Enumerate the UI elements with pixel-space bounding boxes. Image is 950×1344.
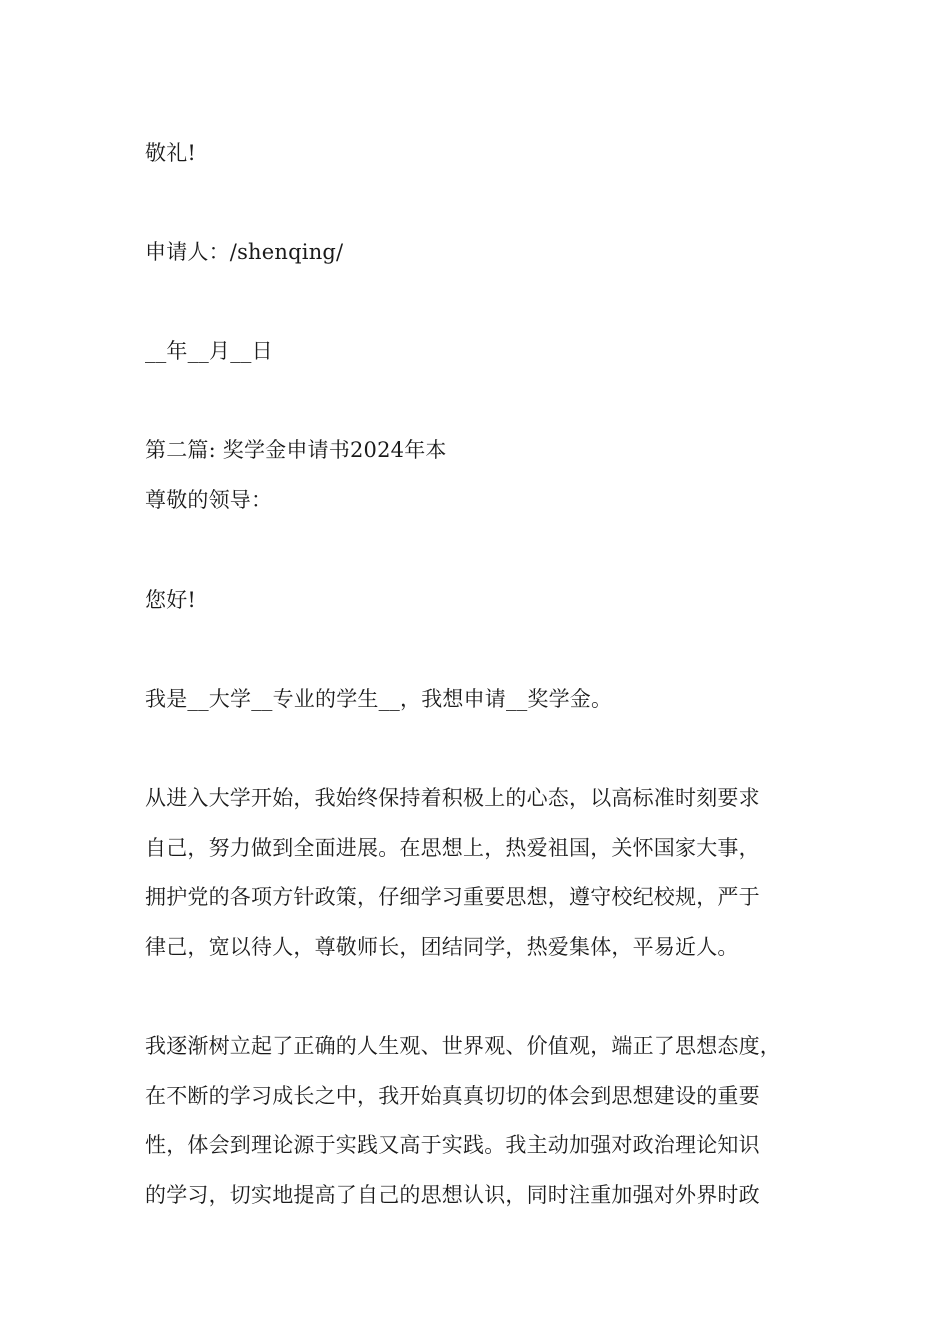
paragraph1-line: 从进入大学开始，我始终保持着积极上的心态，以高标准时刻要求: [145, 786, 760, 810]
paragraph2-line: 性，体会到理论源于实践又高于实践。我主动加强对政治理论知识: [145, 1133, 760, 1157]
paragraph2-line: 的学习，切实地提高了自己的思想认识，同时注重加强对外界时政: [145, 1183, 760, 1207]
paragraph1-line: 律己，宽以待人，尊敬师长，团结同学，热爱集体，平易近人。: [145, 935, 739, 959]
closing-text: 敬礼!: [145, 141, 197, 165]
paragraph2-line: 我逐渐树立起了正确的人生观、世界观、价值观，端正了思想态度，: [145, 1034, 781, 1058]
date-line: __年__月__日: [145, 339, 273, 363]
greeting: 您好!: [145, 588, 197, 612]
paragraph2-line: 在不断的学习成长之中，我开始真真切切的体会到思想建设的重要: [145, 1084, 760, 1108]
salutation: 尊敬的领导：: [145, 488, 273, 512]
section-title: 第二篇: 奖学金申请书2024年本: [145, 438, 447, 462]
paragraph1-line: 拥护党的各项方针政策，仔细学习重要思想，遵守校纪校规，严于: [145, 885, 760, 909]
paragraph1-line: 自己，努力做到全面进展。在思想上，热爱祖国，关怀国家大事，: [145, 836, 760, 860]
intro-sentence: 我是__大学__专业的学生__，我想申请__奖学金。: [145, 687, 613, 711]
applicant-line: 申请人：/shenqing/: [145, 240, 344, 264]
